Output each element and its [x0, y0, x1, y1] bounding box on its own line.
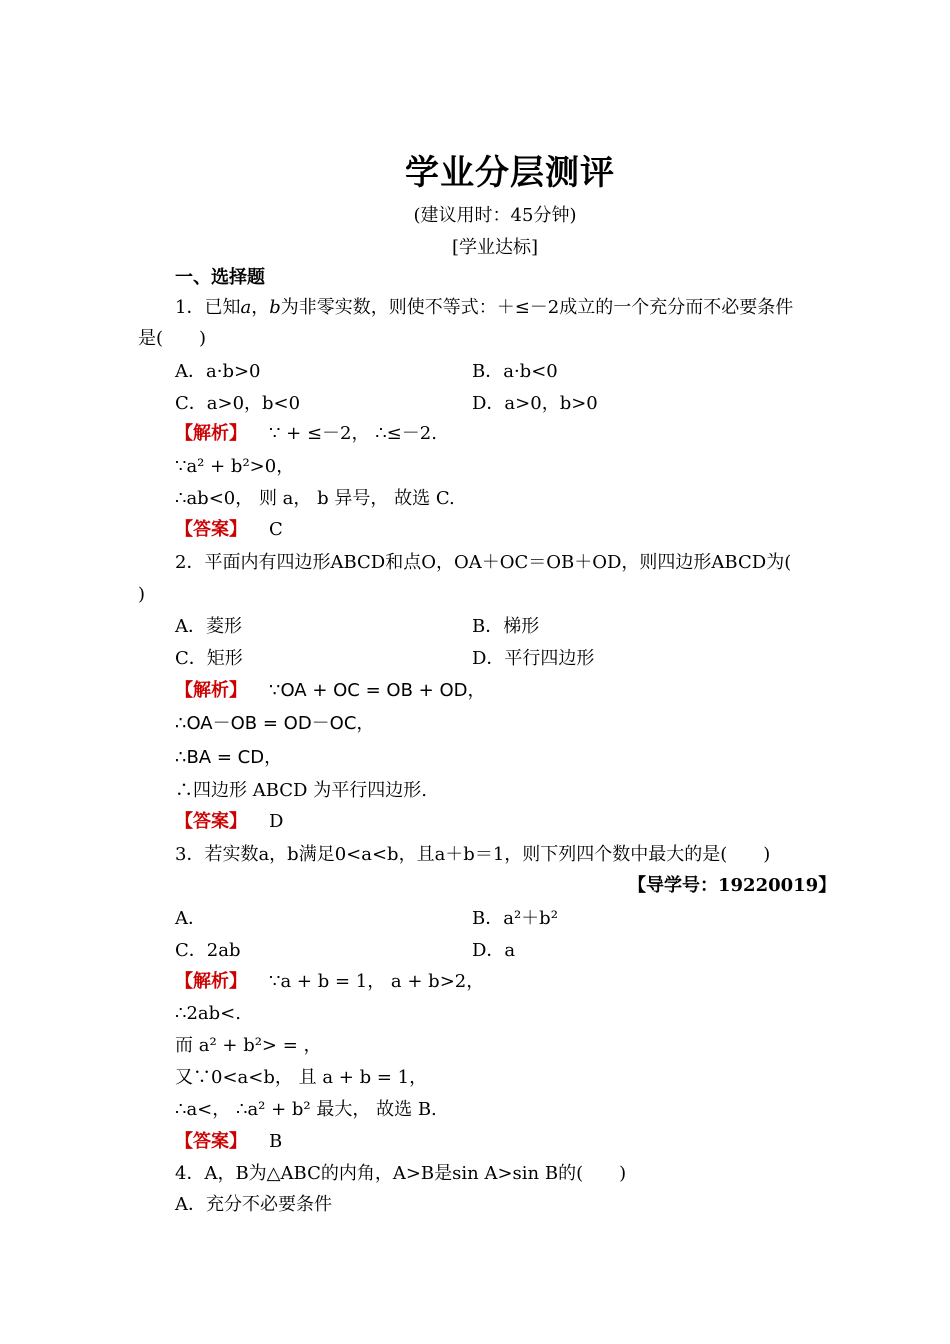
q1-answer: 【答案】 C — [175, 519, 283, 540]
q2-analysis-line3: ∴BA = CD， — [175, 747, 283, 768]
q3-stem: 3．若实数a，b满足0<a<b，且a＋b＝1，则下列四个数中最大的是( ) — [175, 844, 771, 865]
q4-option-a: A．充分不必要条件 — [175, 1194, 332, 1215]
q1-stem-cont: 是( ) — [138, 328, 207, 349]
q3-analysis-line2: ∴2ab<. — [175, 1003, 241, 1024]
time-note: (建议用时：45分钟) — [413, 205, 577, 226]
q2-analysis: 【解析】 ∵OA + OC = OB + OD， — [175, 680, 486, 701]
q2-stem: 2．平面内有四边形ABCD和点O，OA＋OC＝OB＋OD，则四边形ABCD为( — [175, 552, 792, 573]
q1-stem: 1．已知a，b为非零实数，则使不等式：＋≤－2成立的一个充分而不必要条件 — [175, 297, 794, 318]
q1-option-b: B．a·b<0 — [472, 361, 558, 382]
q2-option-b: B．梯形 — [472, 616, 540, 637]
part-heading: 一、选择题 — [175, 267, 265, 288]
q3-analysis-line3: 而 a² + b²> = ， — [175, 1035, 322, 1056]
q3-guide-number: 【导学号：19220019】 — [628, 875, 837, 896]
q3-option-a: A． — [175, 908, 206, 929]
q3-answer: 【答案】 B — [175, 1131, 283, 1152]
q3-analysis-line4: 又∵0<a<b， 且 a + b = 1， — [175, 1067, 428, 1088]
q1-option-c: C．a>0，b<0 — [175, 393, 301, 414]
q1-analysis-line3: ∴ab<0， 则 a， b 异号， 故选 C. — [175, 488, 455, 509]
q2-analysis-line4: ∴四边形 ABCD 为平行四边形. — [175, 780, 427, 801]
q3-option-d: D．a — [472, 940, 516, 961]
section-label: [学业达标] — [451, 237, 539, 258]
q2-stem-cont: ) — [138, 584, 146, 605]
q1-option-a: A．a·b>0 — [175, 361, 261, 382]
q3-option-c: C．2ab — [175, 940, 241, 961]
q2-answer: 【答案】 D — [175, 811, 284, 832]
q3-analysis: 【解析】 ∵a + b = 1， a + b>2， — [175, 971, 485, 992]
q2-option-d: D．平行四边形 — [472, 648, 595, 669]
q2-option-a: A．菱形 — [175, 616, 242, 637]
q1-option-d: D．a>0，b>0 — [472, 393, 598, 414]
q1-analysis: 【解析】 ∵ + ≤－2， ∴≤－2. — [175, 423, 437, 444]
q3-option-b: B．a²＋b² — [472, 908, 558, 929]
q2-option-c: C．矩形 — [175, 648, 243, 669]
q1-analysis-line2: ∵a² + b²>0， — [175, 456, 295, 477]
q4-stem: 4．A，B为△ABC的内角，A>B是sin A>sin B的( ) — [175, 1163, 627, 1184]
page-title: 学业分层测评 — [405, 153, 615, 193]
q2-analysis-line2: ∴OA－OB = OD－OC， — [175, 713, 375, 734]
q3-analysis-line5: ∴a<， ∴a² + b² 最大， 故选 B. — [175, 1099, 437, 1120]
